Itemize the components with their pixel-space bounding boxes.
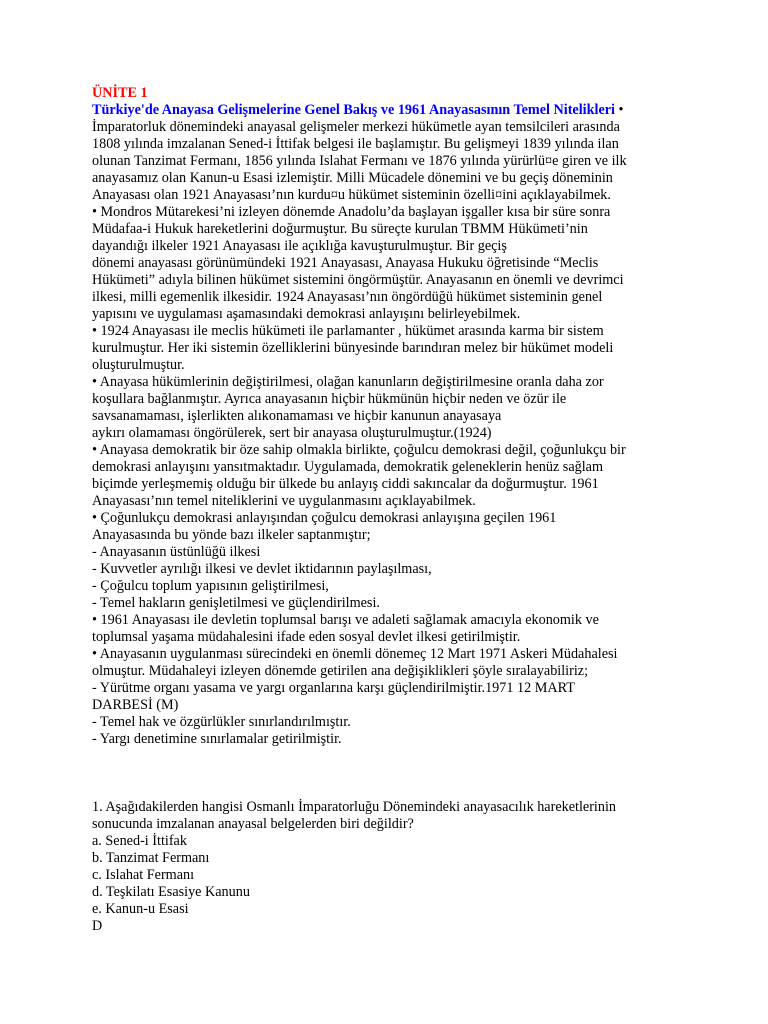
body-line: yapısını ve uygulaması aşamasındaki demokrasi anlayışını belirleyebilmek. xyxy=(92,306,521,322)
body-line: • Çoğunlukçu demokrasi anlayışından çoğulcu demokrasi anlayışına geçilen 1961 xyxy=(92,510,557,526)
body-line: Hükümeti” adıyla bilinen hükümet sistemini öngörmüştür. Anayasanın en önemli ve devrimci xyxy=(92,272,624,288)
body-line: savsanamaması, işlerlikten alıkonamaması ve hiçbir kanunun anayasaya xyxy=(92,408,502,424)
body-line: 1808 yılında imzalanan Sened-i İttifak belgesi ile başlamıştır. Bu gelişmeyi 1839 yılında ilan xyxy=(92,136,619,152)
body-line: dayandığı ilkeler 1921 Anayasası ile açıklığa kavuşturulmuştur. Bir geçiş xyxy=(92,238,507,254)
question-block xyxy=(92,799,692,935)
body-line: - Temel hakların genişletilmesi ve güçlendirilmesi. xyxy=(92,595,380,611)
body-line: • Anayasanın uygulanması sürecindeki en önemli dönemeç 12 Mart 1971 Askeri Müdahalesi xyxy=(92,646,618,662)
section-gap xyxy=(92,748,692,799)
answer-option: d. Teşkilatı Esasiye Kanunu xyxy=(92,884,250,900)
body-line: ilkesi, milli egemenlik ilkesidir. 1924 Anayasası’nın öngördüğü hükümet sisteminin genel xyxy=(92,289,603,305)
body-line: olunan Tanzimat Fermanı, 1856 yılında Islahat Fermanı ve 1876 yılında yürürlü¤e giren ve ilk xyxy=(92,153,627,169)
heading-line xyxy=(92,102,692,119)
document-page xyxy=(92,85,692,935)
body-line: Müdafaa-i Hukuk hareketlerini doğurmuştur. Bu süreçte kurulan TBMM Hükümeti’nin xyxy=(92,221,588,237)
section-heading: Türkiye'de Anayasa Gelişmelerine Genel Bakış ve 1961 Anayasasının Temel Nitelikleri xyxy=(92,102,615,118)
question-text: sonucunda imzalanan anayasal belgelerden biri değildir? xyxy=(92,816,414,832)
unit-title: ÜNİTE 1 xyxy=(92,85,148,101)
answer-key: D xyxy=(92,918,103,934)
body-line: olmuştur. Müdahaleyi izleyen dönemde getirilen ana değişiklikleri şöyle sıralayabiliriz; xyxy=(92,663,589,679)
body-line: - Yargı denetimine sınırlamalar getirilmiştir. xyxy=(92,731,342,747)
answer-option: b. Tanzimat Fermanı xyxy=(92,850,210,866)
body-line: Anayasasında bu yönde bazı ilkeler saptanmıştır; xyxy=(92,527,371,543)
body-line: • 1924 Anayasası ile meclis hükümeti ile parlamanter , hükümet arasında karma bir sistem xyxy=(92,323,604,339)
body-line: biçimde yerleşmemiş olduğu bir ülkede bu anlayış ciddi sakıncalar da doğurmuştur. 1961 xyxy=(92,476,599,492)
body-line: - Kuvvetler ayrılığı ilkesi ve devlet iktidarının paylaşılması, xyxy=(92,561,432,577)
body-text xyxy=(92,119,692,748)
body-line: toplumsal yaşama müdahalesini ifade eden sosyal devlet ilkesi getirilmiştir. xyxy=(92,629,521,645)
body-line: - Yürütme organı yasama ve yargı organlarına karşı güçlendirilmiştir.1971 12 MART xyxy=(92,680,575,696)
answer-option: e. Kanun-u Esasi xyxy=(92,901,189,917)
body-line: kurulmuştur. Her iki sistemin özelliklerini bünyesinde barındıran melez bir hükümet modeli xyxy=(92,340,614,356)
body-line: • Mondros Mütarekesi’ni izleyen dönemde Anadolu’da başlayan işgaller kısa bir süre sonra xyxy=(92,204,611,220)
body-line: Anayasası’nın temel niteliklerini ve uygulanmasını açıklayabilmek. xyxy=(92,493,476,509)
body-line: İmparatorluk dönemindeki anayasal gelişmeler merkezi hükümetle ayan temsilcileri arasında xyxy=(92,119,620,135)
body-line: anayasamız olan Kanun-u Esasi izlemiştir. Milli Mücadele dönemini ve bu geçiş döneminin xyxy=(92,170,613,186)
body-line: • Anayasa hükümlerinin değiştirilmesi, olağan kanunların değiştirilmesine oranla daha zor xyxy=(92,374,604,390)
answer-option: c. Islahat Fermanı xyxy=(92,867,195,883)
body-line: - Temel hak ve özgürlükler sınırlandırılmıştır. xyxy=(92,714,351,730)
body-line: DARBESİ (M) xyxy=(92,697,179,713)
body-line: demokrasi anlayışını yansıtmaktadır. Uygulamada, demokratik geleneklerin henüz sağlam xyxy=(92,459,603,475)
answer-option: a. Sened-i İttifak xyxy=(92,833,187,849)
question-text: 1. Aşağıdakilerden hangisi Osmanlı İmparatorluğu Dönemindeki anayasacılık hareketlerinin xyxy=(92,799,616,815)
body-line: - Anayasanın üstünlüğü ilkesi xyxy=(92,544,261,560)
body-line: - Çoğulcu toplum yapısının geliştirilmesi, xyxy=(92,578,329,594)
body-line: aykırı olamaması öngörülerek, sert bir anayasa oluşturulmuştur.(1924) xyxy=(92,425,492,441)
body-line: • Anayasa demokratik bir öze sahip olmakla birlikte, çoğulcu demokrasi değil, çoğunlukçu bir xyxy=(92,442,626,458)
body-line: • 1961 Anayasası ile devletin toplumsal barışı ve adaleti sağlamak amacıyla ekonomik ve xyxy=(92,612,599,628)
body-line: Anayasası olan 1921 Anayasası’nın kurdu¤u hükümet sisteminin özelli¤ini açıklayabilmek. xyxy=(92,187,611,203)
body-line: dönemi anayasası görünümündeki 1921 Anayasası, Anayasa Hukuku öğretisinde “Meclis xyxy=(92,255,599,271)
body-line: koşullara bağlanmıştır. Ayrıca anayasanın hiçbir hükmünün hiçbir neden ve özür ile xyxy=(92,391,567,407)
heading-bullet: • xyxy=(614,102,624,118)
body-line: oluşturulmuştur. xyxy=(92,357,185,373)
